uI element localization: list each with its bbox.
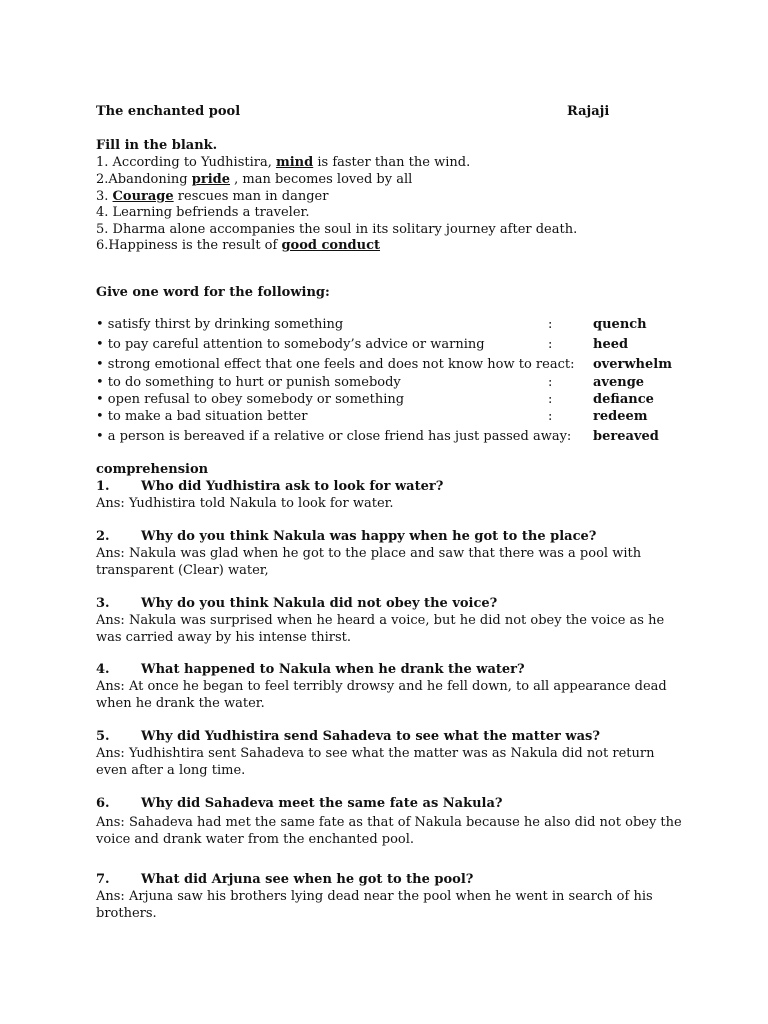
document-author: Rajaji [567,104,610,119]
fill-blank-item [96,237,380,254]
document-title: The enchanted pool [96,104,241,119]
question-text: What did Arjuna see when he got to the pool? [141,872,474,887]
fill-blank-item [96,171,412,188]
fill-blank-item [96,204,309,221]
one-word-answer: quench [593,317,647,332]
one-word-heading: Give one word for the following: [96,285,330,300]
question-number: 3. [96,596,110,611]
question-text: What happened to Nakula when he drank the water? [141,662,525,677]
one-word-definition: • to make a bad situation better [96,409,308,424]
one-word-definition: • satisfy thirst by drinking something [96,317,344,332]
one-word-definition: • to do something to hurt or punish somebody [96,375,401,390]
question-number: 7. [96,872,110,887]
fill-blank-text: 6.Happiness is the result of [96,238,282,253]
fill-blank-item [96,154,470,171]
question-text: Why do you think Nakula was happy when he got to the place? [141,529,597,544]
fill-blank-heading: Fill in the blank. [96,138,218,153]
one-word-definition: • a person is bereaved if a relative or close friend has just passed away: [96,429,572,444]
answer-text: Ans: Nakula was surprised when he heard a voice, but he did not obey the voice as he was carried away by his intense thirst. [96,613,665,645]
one-word-colon: : [548,409,553,424]
question-number: 1. [96,479,110,494]
question-number: 5. [96,729,110,744]
one-word-colon: : [548,317,553,332]
answer-text: Ans: Sahadeva had met the same fate as that of Nakula because he also did not obey the voice and drank water from the enchanted pool. [96,815,682,847]
one-word-colon: : [548,375,553,390]
fill-blank-item [96,221,577,238]
one-word-colon: : [548,392,553,407]
answer-text: Ans: Nakula was glad when he got to the place and saw that there was a pool with transparent (Clear) water, [96,546,642,578]
fill-blank-answer: Courage [112,189,174,204]
fill-blank-text: 4. Learning befriends a traveler. [96,205,310,220]
one-word-answer: bereaved [593,429,659,444]
answer-text: Ans: At once he began to feel terribly drowsy and he fell down, to all appearance dead when he drank the water. [96,679,667,711]
answer-text: Ans: Arjuna saw his brothers lying dead near the pool when he went in search of his brothers. [96,889,653,921]
one-word-definition: • open refusal to obey somebody or something [96,392,405,407]
question-text: Why did Yudhistira send Sahadeva to see what the matter was? [141,729,600,744]
one-word-answer: defiance [593,392,654,407]
fill-blank-answer: pride [191,172,230,187]
fill-blank-answer: mind [275,155,314,170]
fill-blank-text: rescues man in danger [173,189,329,204]
comprehension-heading: comprehension [96,462,209,477]
fill-blank-answer: good conduct [281,238,381,253]
fill-blank-text: 5. Dharma alone accompanies the soul in its solitary journey after death. [96,222,578,237]
fill-blank-text: 2.Abandoning [96,172,192,187]
fill-blank-text: is faster than the wind. [313,155,471,170]
question-number: 6. [96,796,110,811]
fill-blank-item [96,188,328,205]
question-text: Why did Sahadeva meet the same fate as Nakula? [141,796,503,811]
question-text: Why do you think Nakula did not obey the voice? [141,596,498,611]
one-word-colon: : [548,337,553,352]
fill-blank-text: 1. According to Yudhistira, [96,155,276,170]
question-text: Who did Yudhistira ask to look for water? [141,479,444,494]
one-word-answer: overwhelm [593,357,672,372]
question-number: 2. [96,529,110,544]
one-word-answer: avenge [593,375,645,390]
question-number: 4. [96,662,110,677]
one-word-definition: • to pay careful attention to somebody’s advice or warning [96,337,485,352]
answer-text: Ans: Yudhistira told Nakula to look for water. [96,496,394,511]
one-word-answer: heed [593,337,629,352]
fill-blank-text: , man becomes loved by all [230,172,413,187]
answer-text: Ans: Yudhishtira sent Sahadeva to see what the matter was as Nakula did not return even after a long time. [96,746,655,778]
one-word-answer: redeem [593,409,648,424]
fill-blank-text: 3. [96,189,113,204]
one-word-definition: • strong emotional effect that one feels and does not know how to react: [96,357,575,372]
